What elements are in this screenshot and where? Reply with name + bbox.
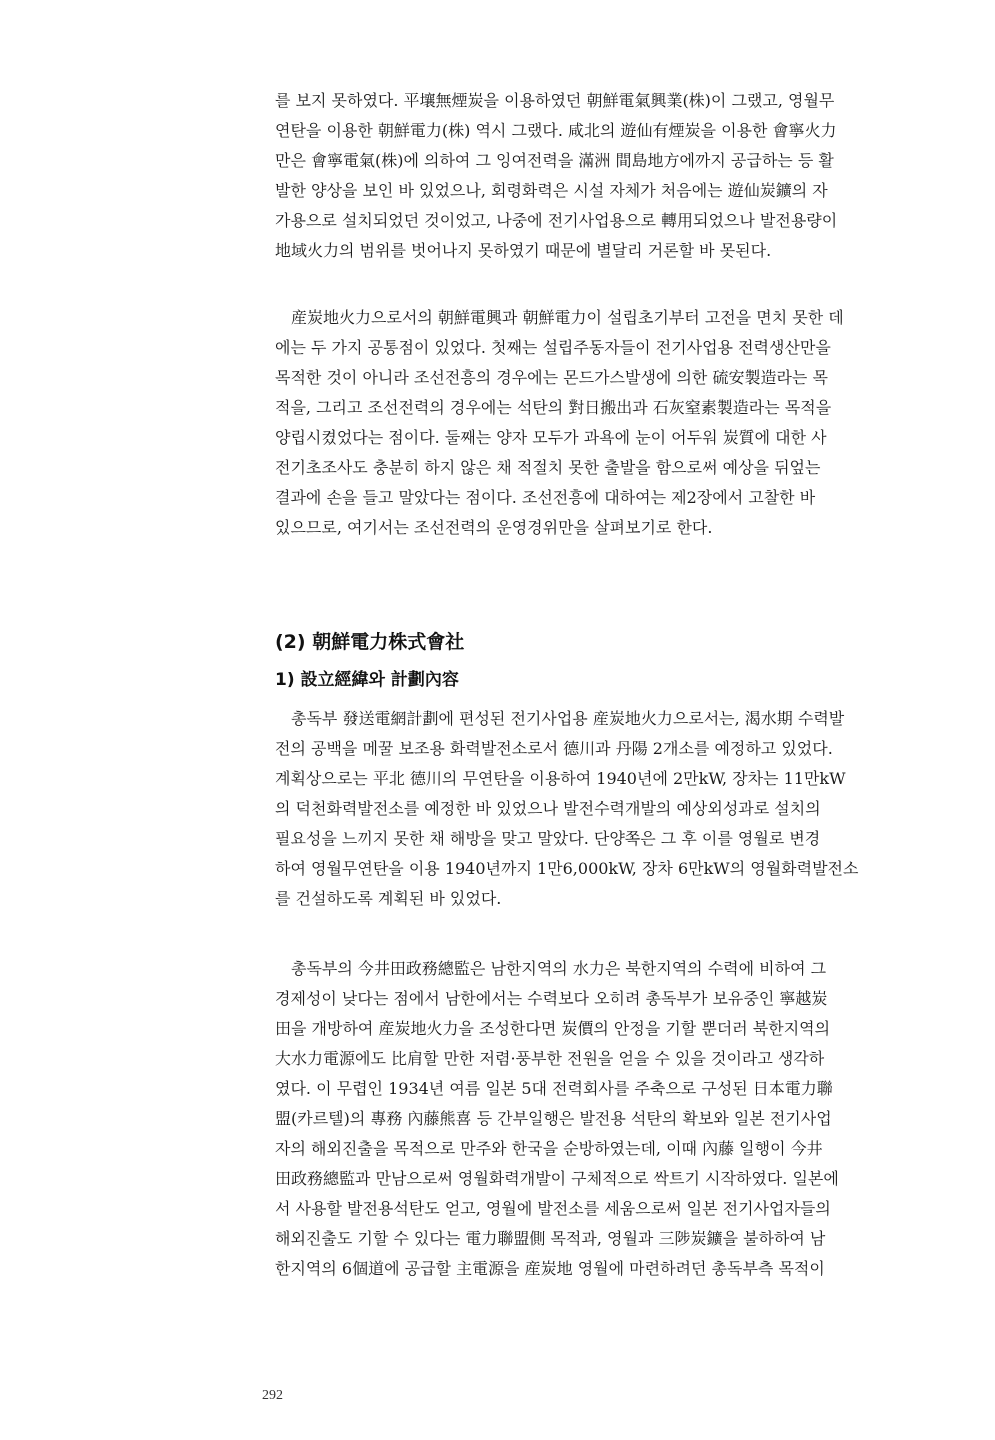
text-line: 에는 두 가지 공통점이 있었다. 첫째는 설립주동자들이 전기사업용 전력생산만을 [275,338,831,357]
text-line: 총독부 發送電網計劃에 편성된 전기사업용 産炭地火力으로서는, 渴水期 수력발 [291,709,845,728]
text-line: 大水力電源에도 比肩할 만한 저렴·풍부한 전원을 얻을 수 있을 것이라고 생각하 [275,1049,825,1068]
text-line: 産炭地火力으로서의 朝鮮電興과 朝鮮電力이 설립초기부터 고전을 면치 못한 데 [291,308,844,327]
text-line: 있으므로, 여기서는 조선전력의 운영경위만을 살펴보기로 한다. [275,518,713,537]
text-line: 목적한 것이 아니라 조선전흥의 경우에는 몬드가스발생에 의한 硫安製造라는 목 [275,368,828,387]
text-line: 가용으로 설치되었던 것이었고, 나중에 전기사업용으로 轉用되었으나 발전용량이 [275,211,838,230]
text-line: 전기초조사도 충분히 하지 않은 채 적절치 못한 출발을 함으로써 예상을 뒤엎는 [275,458,821,477]
text-line: 적을, 그리고 조선전력의 경우에는 석탄의 對日搬出과 石灰窒素製造라는 목적을 [275,398,832,417]
paragraph-3 [275,704,943,914]
text-line: 田을 개방하여 産炭地火力을 조성한다면 炭價의 안정을 기할 뿐더러 북한지역의 [275,1019,831,1038]
page-number: 292 [262,1388,283,1403]
text-line: 서 사용할 발전용석탄도 얻고, 영월에 발전소를 세움으로써 일본 전기사업자들의 [275,1199,831,1218]
text-line: 전의 공백을 메꿀 보조용 화력발전소로서 德川과 丹陽 2개소를 예정하고 있었다. [275,739,833,758]
text-line: 자의 해외진출을 목적으로 만주와 한국을 순방하였는데, 이때 內藤 일행이 今井 [275,1139,823,1158]
text-line: 경제성이 낮다는 점에서 남한에서는 수력보다 오히려 총독부가 보유중인 寧越炭 [275,989,828,1008]
text-line: 였다. 이 무렵인 1934년 여름 일본 5대 전력회사를 주축으로 구성된 日本電力聯 [275,1079,833,1098]
text-line: 해외진출도 기할 수 있다는 電力聯盟側 목적과, 영월과 三陟炭鑛을 불하하여 남 [275,1229,826,1248]
text-line: 의 덕천화력발전소를 예정한 바 있었으나 발전수력개발의 예상외성과로 설치의 [275,799,821,818]
subsection-heading: 1) 設立經緯와 計劃內容 [275,670,459,690]
paragraph-4 [275,954,943,1284]
text-line: 양립시켰었다는 점이다. 둘째는 양자 모두가 과욕에 눈이 어두워 炭質에 대한 사 [275,428,827,447]
text-line: 발한 양상을 보인 바 있었으나, 회령화력은 시설 자체가 처음에는 遊仙炭鑛의 자 [275,181,828,200]
text-line: 연탄을 이용한 朝鮮電力(株) 역시 그랬다. 咸北의 遊仙有煙炭을 이용한 會寧火力 [275,121,837,140]
text-line: 를 건설하도록 계획된 바 있었다. [275,889,502,908]
text-line: 地域火力의 범위를 벗어나지 못하였기 때문에 별달리 거론할 바 못된다. [275,241,772,260]
text-line: 만은 會寧電氣(株)에 의하여 그 잉여전력을 滿洲 間島地方에까지 공급하는 등 활 [275,151,834,170]
text-line: 결과에 손을 들고 말았다는 점이다. 조선전흥에 대하여는 제2장에서 고찰한 바 [275,488,816,507]
text-line: 계획상으로는 平北 德川의 무연탄을 이용하여 1940년에 2만kW, 장차는 11만kW [275,769,846,788]
paragraph-2 [275,303,943,543]
text-line: 盟(카르텔)의 專務 內藤熊喜 등 간부일행은 발전용 석탄의 확보와 일본 전기사업 [275,1109,832,1128]
text-line: 하여 영월무연탄을 이용 1940년까지 1만6,000kW, 장차 6만kW의 영월화력발전소 [275,859,859,878]
text-line: 총독부의 今井田政務總監은 남한지역의 水力은 북한지역의 수력에 비하여 그 [291,959,827,978]
text-line: 한지역의 6個道에 공급할 主電源을 産炭地 영월에 마련하려던 총독부측 목적이 [275,1259,825,1278]
section-heading: (2) 朝鮮電力株式會社 [275,631,465,653]
paragraph-1 [275,86,943,266]
text-line: 田政務總監과 만남으로써 영월화력개발이 구체적으로 싹트기 시작하였다. 일본에 [275,1169,839,1188]
text-line: 필요성을 느끼지 못한 채 해방을 맞고 말았다. 단양쪽은 그 후 이를 영월로 변경 [275,829,821,848]
text-line: 를 보지 못하였다. 平壤無煙炭을 이용하였던 朝鮮電氣興業(株)이 그랬고, 영월무 [275,91,835,110]
